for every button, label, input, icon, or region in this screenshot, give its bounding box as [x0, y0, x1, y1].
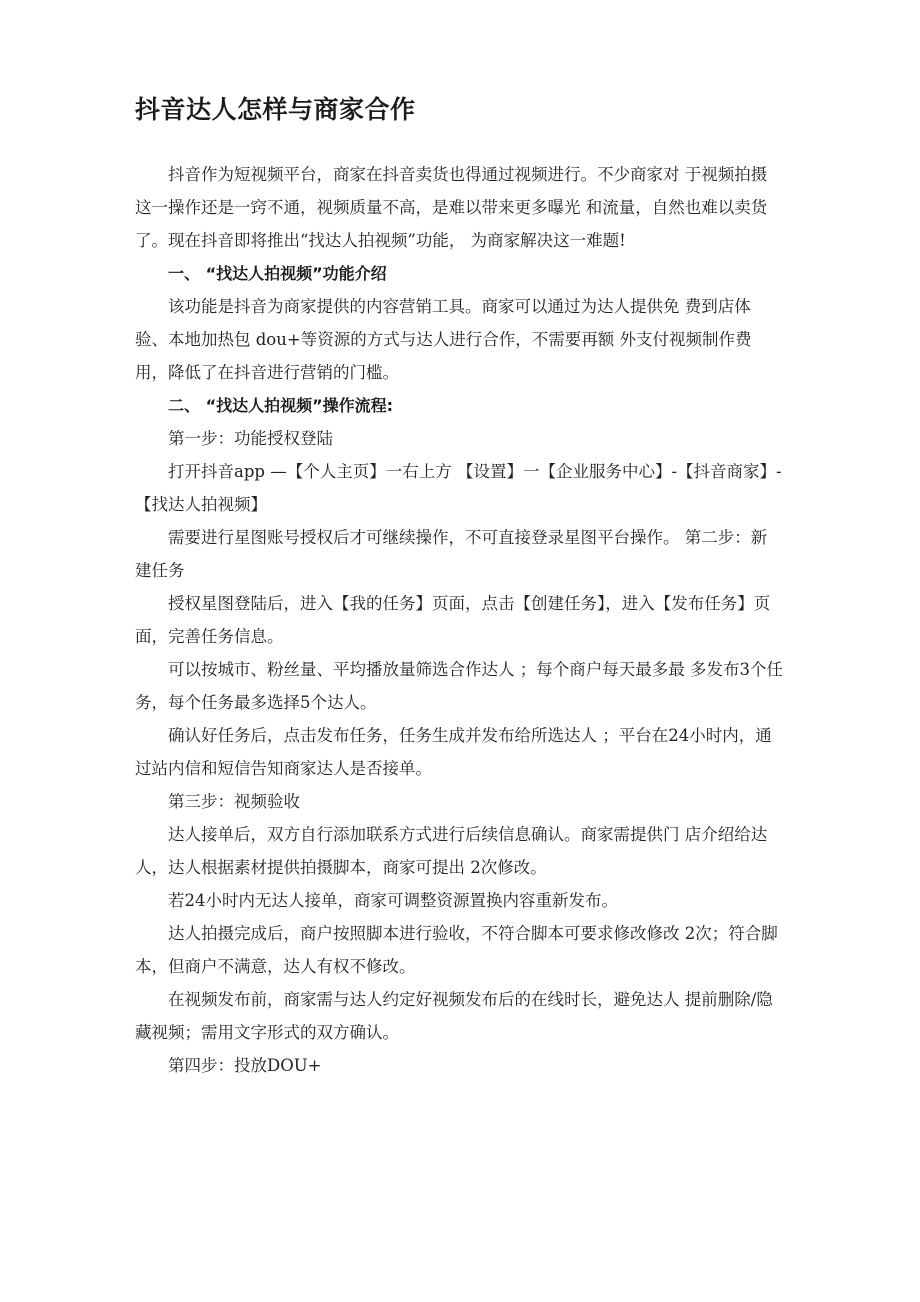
section-1-paragraph: 该功能是抖音为商家提供的内容营销工具。商家可以通过为达人提供免 费到店体验、本地加热包 dou+等资源的方式与达人进行合作，不需要再额 外支付视频制作费用，降低了在抖音进行营销的门槛。: [135, 297, 752, 382]
intro-paragraph: 抖音作为短视频平台，商家在抖音卖货也得通过视频进行。不少商家对 于视频拍摄这一操作还是一窍不通，视频质量不高，是难以带来更多曝光 和流量，自然也难以卖货了。现在抖音即将推出“找达人拍视频”功能， 为商家解决这一难题!: [135, 165, 768, 250]
document-title: 抖音达人怎样与商家合作: [135, 95, 416, 124]
document-body: [135, 158, 783, 1082]
step-3-label: 第三步：视频验收: [168, 792, 300, 811]
step-4-label: 第四步：投放DOU+: [168, 1056, 322, 1075]
step-1-label: 第一步：功能授权登陆: [168, 429, 333, 448]
step-1-note: 需要进行星图账号授权后才可继续操作，不可直接登录星图平台操作。 第二步：新建任务: [135, 528, 768, 580]
step-2-paragraph-1: 授权星图登陆后，进入【我的任务】页面，点击【创建任务】，进入【发布任务】页面，完善任务信息。: [135, 594, 771, 646]
step-2-paragraph-3: 确认好任务后，点击发布任务，任务生成并发布给所选达人 ；平台在24小时内，通过站内信和短信告知商家达人是否接单。: [135, 726, 772, 778]
step-3-paragraph-4: 在视频发布前，商家需与达人约定好视频发布后的在线时长，避免达人 提前删除/隐藏视频；需用文字形式的双方确认。: [135, 990, 773, 1042]
section-1-heading: 一、 “找达人拍视频”功能介绍: [168, 264, 387, 283]
step-1-paragraph: 打开抖音app —【个人主页】一右上方 【设置】一【企业服务中心】-【抖音商家】-【找达人拍视频】: [135, 462, 782, 514]
section-2-heading: 二、 “找达人拍视频”操作流程:: [168, 396, 394, 415]
step-3-paragraph-2: 若24小时内无达人接单，商家可调整资源置换内容重新发布。: [168, 891, 618, 910]
step-3-paragraph-1: 达人接单后，双方自行添加联系方式进行后续信息确认。商家需提供门 店介绍给达人，达人根据素材提供拍摄脚本，商家可提出 2次修改。: [135, 825, 768, 877]
step-2-paragraph-2: 可以按城市、粉丝量、平均播放量筛选合作达人 ；每个商户每天最多最 多发布3个任务，每个任务最多选择5个达人。: [135, 660, 783, 712]
step-3-paragraph-3: 达人拍摄完成后，商户按照脚本进行验收，不符合脚本可要求修改修改 2次；符合脚本，但商户不满意，达人有权不修改。: [135, 924, 778, 976]
